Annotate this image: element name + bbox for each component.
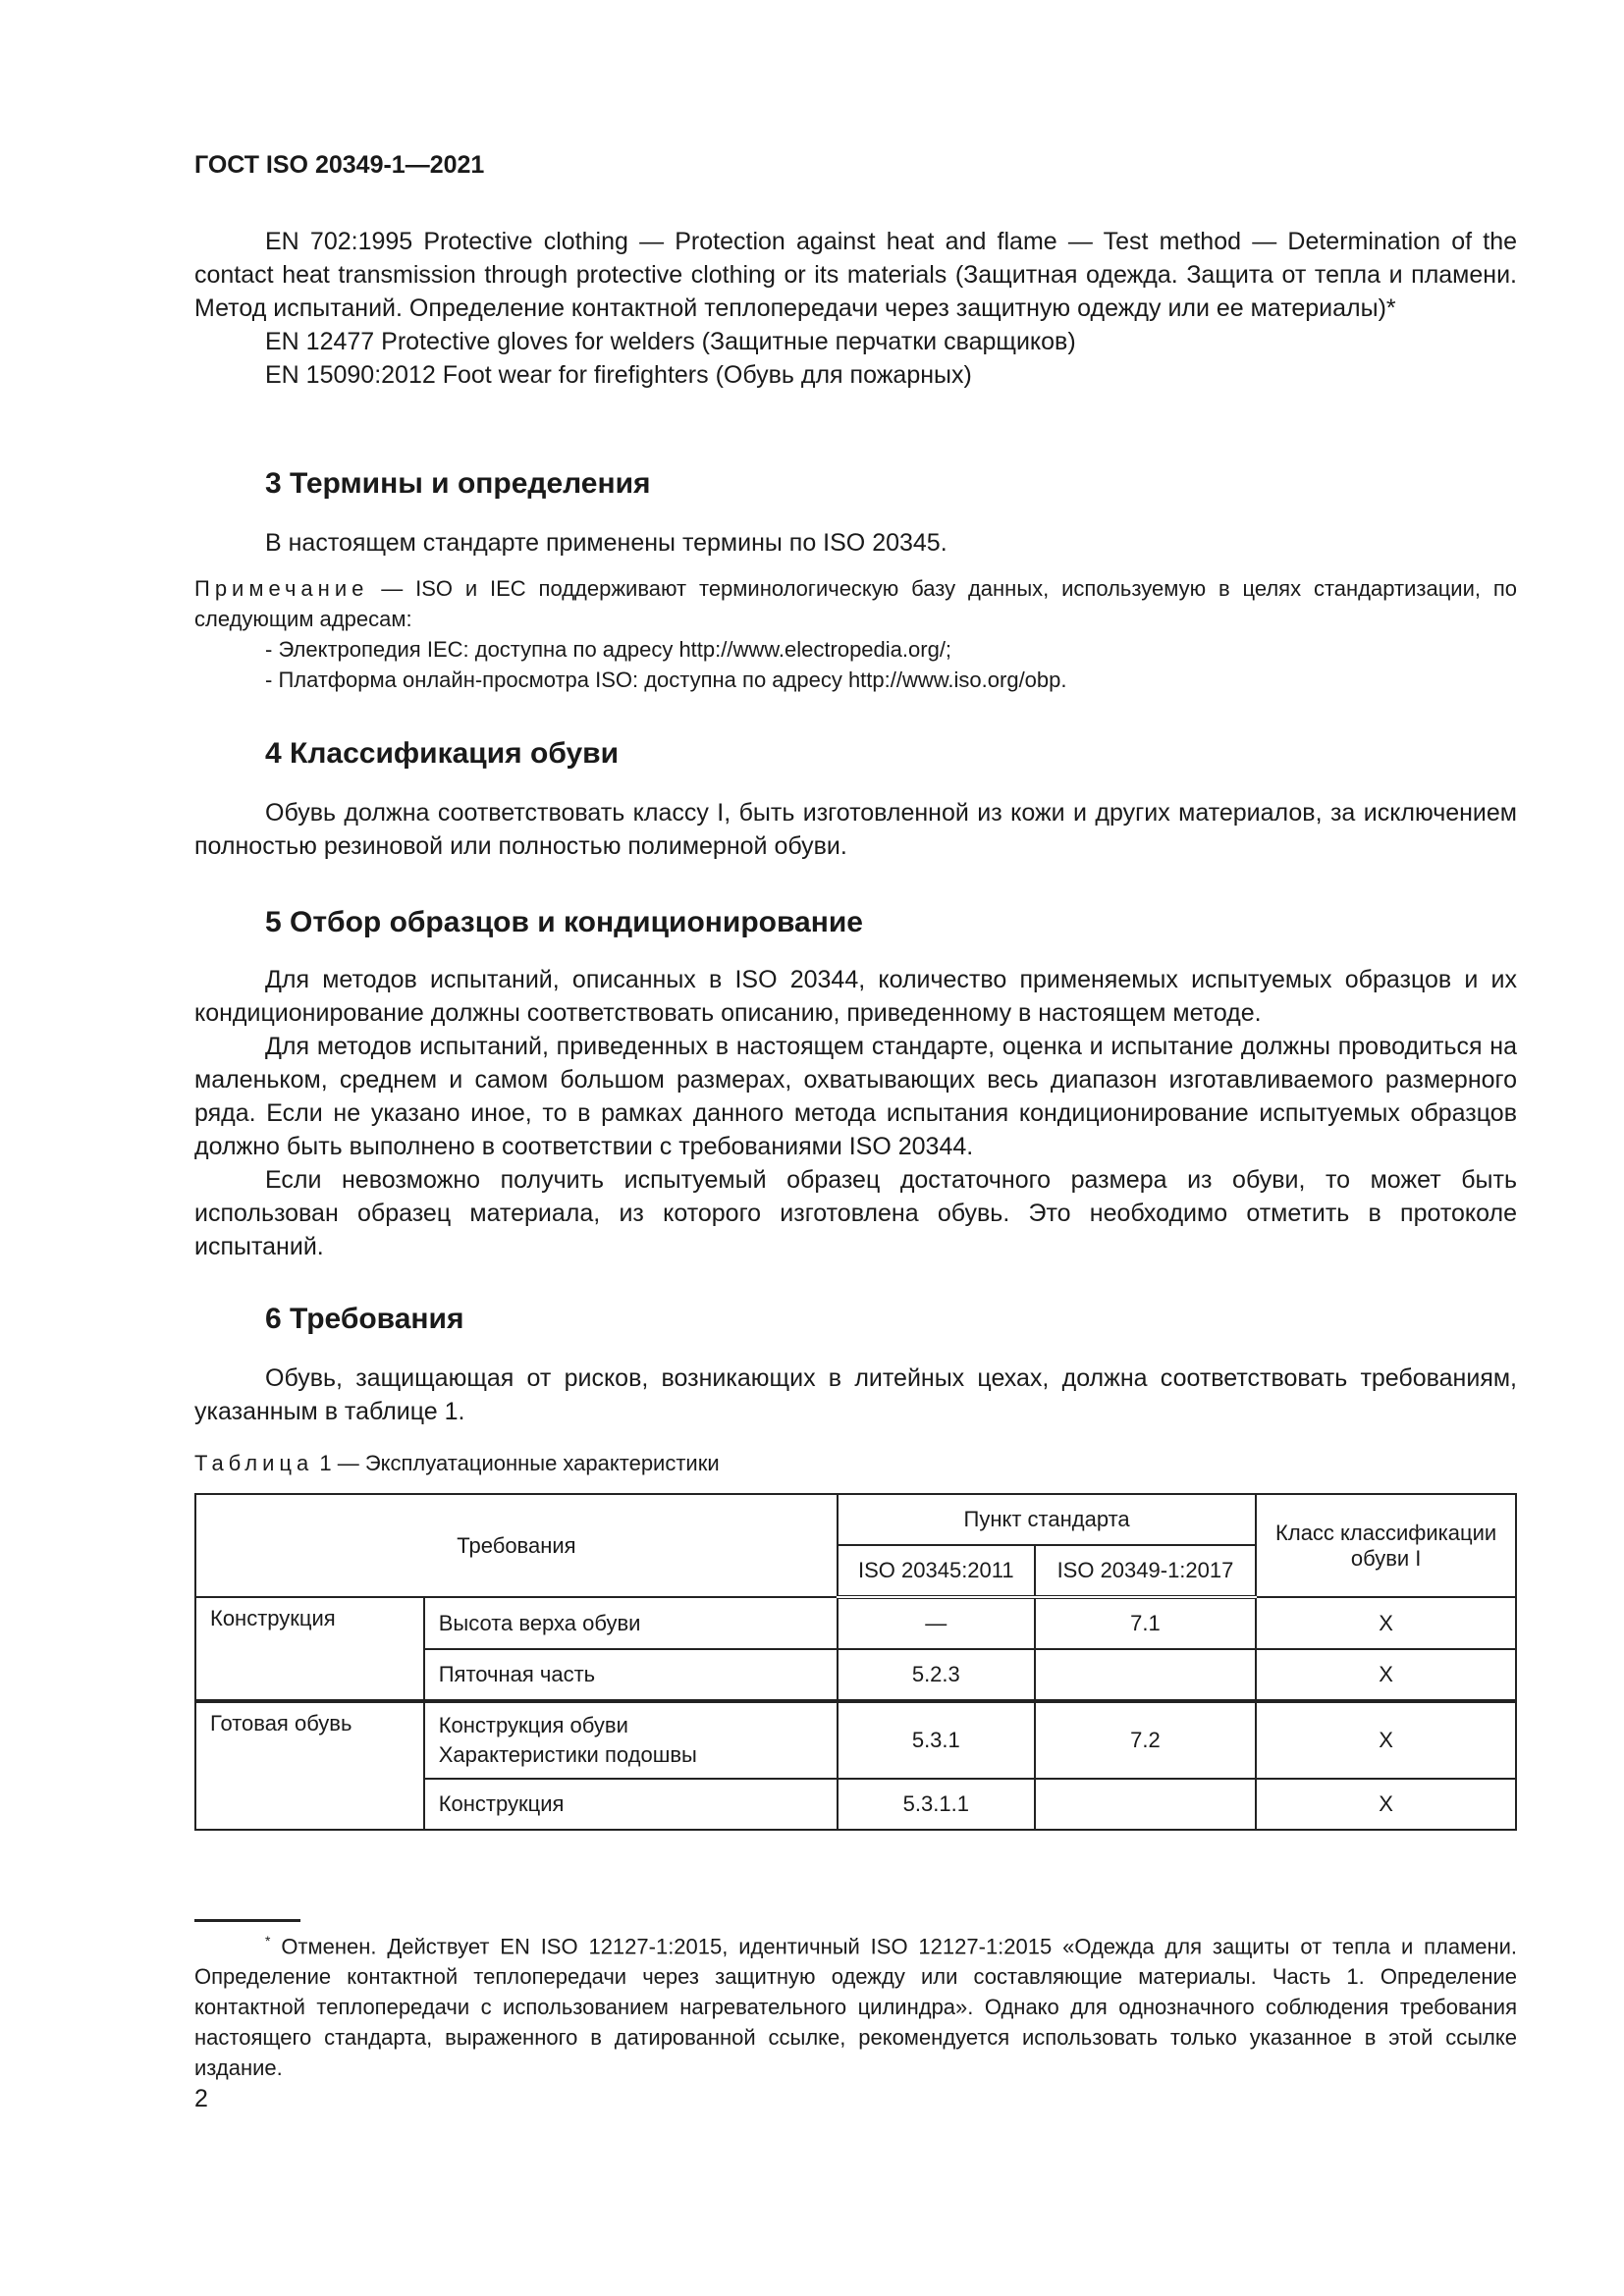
caption-text: 1 — Эксплуатационные характеристики [313,1451,720,1475]
note-label: Примечание [194,576,369,601]
header-class: Класс классификации обуви I [1256,1494,1516,1597]
note-item: - Электропедия IEC: доступна по адресу http://www.electropedia.org/; [265,637,952,662]
req-line: Характеристики подошвы [438,1742,697,1767]
footnote-text: Отменен. Действует EN ISO 12127-1:2015, идентичный ISO 12127-1:2015 «Одежда для защиты от тепла и пламени. Определение контактной теплопередачи через защитную одежду или составляющие материалы. Часть 1. Определение контактной теплопередачи с использованием нагревательного цилиндра». Однако для однозначного соблюдения требования настоящего стандарта, выраженного в датированной ссылке, рекомендуется использовать только указанное в этой ссылке издание. [194,1934,1517,2081]
reference-en15090: EN 15090:2012 Foot wear for firefighters (Обувь для пожарных) [265,361,972,389]
paragraph: Для методов испытаний, описанных в ISO 20344, количество применяемых испытуемых образцов и их кондиционирование должны соответствовать описанию, приведенному в настоящем методе. [194,966,1517,1027]
class-cell: X [1256,1597,1516,1649]
class-cell: X [1256,1779,1516,1830]
header-iso-20345: ISO 20345:2011 [838,1545,1035,1597]
footnote-divider [194,1919,300,1922]
page-number: 2 [194,2085,208,2112]
document-header: ГОСТ ISO 20349-1—2021 [194,151,485,179]
paragraph: Если невозможно получить испытуемый образец достаточного размера из обуви, то может быть использован образец материала, из которого изготовлена обувь. Это необходимо отметить в протоколе испытаний. [194,1166,1517,1260]
group-cell: Конструкция [195,1597,424,1701]
footnote-mark: * [265,1933,271,1949]
section-6-title: 6 Требования [265,1303,464,1335]
header-requirements: Требования [195,1494,838,1597]
table-row [195,1597,1516,1649]
section-5-body [194,963,1517,1263]
iso1-cell: 5.2.3 [838,1649,1035,1701]
class-cell: X [1256,1701,1516,1779]
iso1-cell: — [838,1597,1035,1649]
iso2-cell: 7.1 [1035,1597,1257,1649]
note-item: - Платформа онлайн-просмотра ISO: доступна по адресу http://www.iso.org/obp. [265,667,1067,692]
table-caption [194,1451,1517,1476]
iso1-cell: 5.3.1 [838,1701,1035,1779]
section-3-text: В настоящем стандарте применены термины по ISO 20345. [265,529,947,557]
references [194,225,1517,392]
header-iso-20349: ISO 20349-1:2017 [1035,1545,1257,1597]
header-clause: Пункт стандарта [838,1494,1256,1545]
requirements-table [194,1493,1517,1831]
paragraph: Для методов испытаний, приведенных в настоящем стандарте, оценка и испытание должны проводиться на маленьком, среднем и самом большом размерах, охватывающих весь диапазон изготавливаемого размерного ряда. Если не указано иное, то в рамках данного метода испытания кондиционирование испытуемых образцов должно быть выполнено в соответствии с требованиями ISO 20344. [194,1033,1517,1160]
table-row [195,1701,1516,1779]
iso1-cell: 5.3.1.1 [838,1779,1035,1830]
section-6-text: Обувь, защищающая от рисков, возникающих в литейных цехах, должна соответствовать требованиям, указанным в таблице 1. [194,1364,1517,1425]
class-cell: X [1256,1649,1516,1701]
section-4-title: 4 Классификация обуви [265,737,620,770]
section-3-note [194,573,1517,695]
req-line: Конструкция обуви [438,1713,628,1737]
req-cell: Конструкция [424,1779,838,1830]
reference-en702: EN 702:1995 Protective clothing — Protection against heat and flame — Test method — Determination of the contact heat transmission through protective clothing or its materials (Защитная одежда. Защита от тепла и пламени. Метод испытаний. Определение контактной теплопередачи через защитную одежду или ее материалы)* [194,228,1517,322]
iso2-cell [1035,1649,1257,1701]
req-cell: Пяточная часть [424,1649,838,1701]
req-cell: Высота верха обуви [424,1597,838,1649]
note-text: — ISO и IEC поддерживают терминологическую базу данных, используемую в целях стандартизации, по следующим адресам: [194,576,1517,631]
group-cell: Готовая обувь [195,1701,424,1830]
footnote [194,1926,1517,2083]
iso2-cell [1035,1779,1257,1830]
section-5-title: 5 Отбор образцов и кондиционирование [265,906,863,938]
req-cell [424,1701,838,1779]
section-4-text: Обувь должна соответствовать классу I, быть изготовленной из кожи и других материалов, за исключением полностью резиновой или полностью полимерной обуви. [194,799,1517,860]
section-3-title: 3 Термины и определения [265,467,651,500]
iso2-cell: 7.2 [1035,1701,1257,1779]
caption-label: Таблица [194,1451,314,1475]
reference-en12477: EN 12477 Protective gloves for welders (Защитные перчатки сварщиков) [265,328,1076,355]
